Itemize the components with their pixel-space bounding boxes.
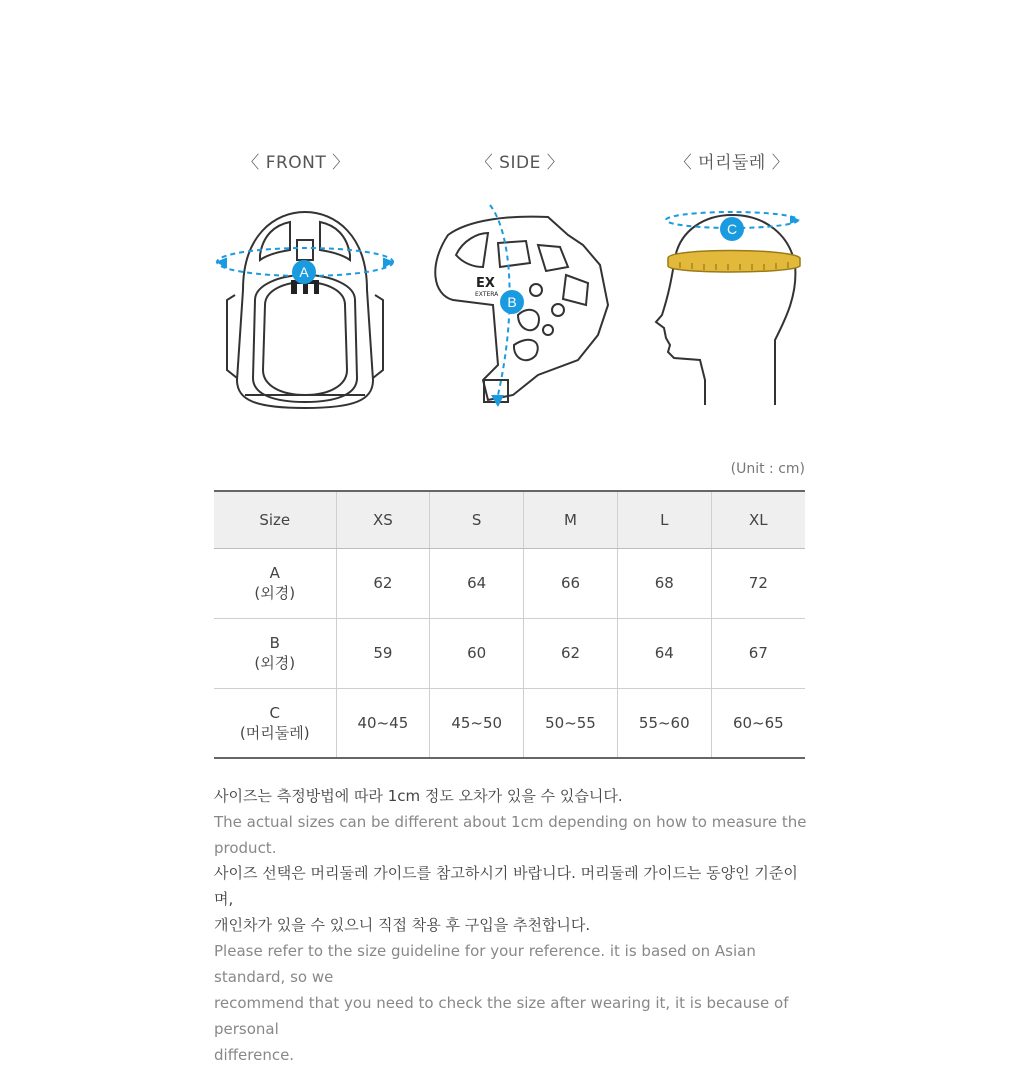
- front-headgear-illustration: [205, 200, 405, 415]
- svg-text:C: C: [726, 221, 738, 237]
- header-l: L: [617, 491, 711, 548]
- row-sublabel: (머리둘레): [239, 723, 310, 742]
- note-english: difference.: [214, 1046, 295, 1064]
- table-row: [214, 618, 805, 688]
- table-cell: 66: [524, 548, 618, 618]
- measurement-note: [214, 783, 814, 861]
- header-size: Size: [214, 491, 336, 548]
- table-cell: 45~50: [430, 688, 524, 758]
- note-english: recommend that you need to check the size after wearing it, it is because of personal: [214, 994, 789, 1038]
- table-header-row: [214, 491, 805, 548]
- table-cell: 62: [336, 548, 430, 618]
- table-cell: 72: [711, 548, 805, 618]
- marker-a: [291, 259, 317, 285]
- table-cell: 62: [524, 618, 618, 688]
- unit-label: (Unit : cm): [730, 461, 805, 477]
- svg-text:B: B: [507, 294, 517, 310]
- table-cell: 60: [430, 618, 524, 688]
- table-cell: 59: [336, 618, 430, 688]
- front-view-label: 〈 FRONT 〉: [242, 153, 350, 173]
- row-label: B: [269, 634, 280, 652]
- marker-b: [499, 289, 525, 315]
- row-label: A: [269, 564, 280, 582]
- table-cell: 40~45: [336, 688, 430, 758]
- table-cell: 64: [430, 548, 524, 618]
- note-english: The actual sizes can be different about 1cm depending on how to measure the product.: [214, 813, 807, 857]
- note-korean: 사이즈 선택은 머리둘레 가이드를 참고하시기 바랍니다. 머리둘레 가이드는 동양인 기준이며,: [214, 864, 798, 908]
- row-label-c: [214, 688, 336, 758]
- row-label-b: [214, 618, 336, 688]
- circumference-label: 〈 머리둘레 〉: [674, 153, 790, 173]
- size-guide-note: [214, 860, 814, 1068]
- table-cell: 64: [617, 618, 711, 688]
- table-cell: 68: [617, 548, 711, 618]
- size-table: [214, 490, 805, 759]
- row-label: C: [269, 703, 280, 722]
- note-english: Please refer to the size guideline for your reference. it is based on Asian standard, so we: [214, 942, 756, 986]
- table-cell: 60~65: [711, 688, 805, 758]
- table-row: [214, 688, 805, 758]
- row-label-a: [214, 548, 336, 618]
- header-m: M: [524, 491, 618, 548]
- table-cell: 50~55: [524, 688, 618, 758]
- svg-text:A: A: [299, 264, 309, 280]
- brand-subtext: EXTERA: [475, 291, 499, 298]
- note-korean: 개인차가 있을 수 있으니 직접 착용 후 구입을 추천합니다.: [214, 916, 591, 934]
- table-row: [214, 548, 805, 618]
- row-sublabel: (외경): [254, 584, 296, 602]
- side-view-label: 〈 SIDE 〉: [475, 153, 565, 173]
- header-xs: XS: [336, 491, 430, 548]
- table-cell: 55~60: [617, 688, 711, 758]
- table-cell: 67: [711, 618, 805, 688]
- header-xl: XL: [711, 491, 805, 548]
- header-s: S: [430, 491, 524, 548]
- note-korean: 사이즈는 측정방법에 따라 1cm 정도 오차가 있을 수 있습니다.: [214, 787, 623, 805]
- marker-c: [719, 216, 745, 242]
- brand-mark: EX: [476, 276, 495, 291]
- row-sublabel: (외경): [254, 654, 296, 672]
